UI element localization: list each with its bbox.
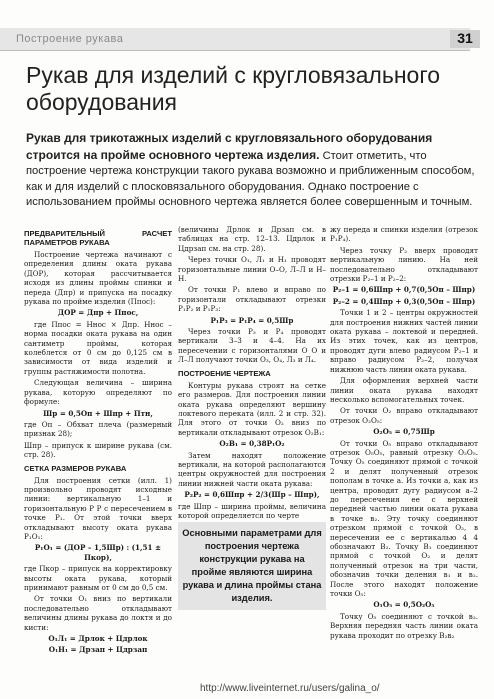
paragraph: где Ппос = Ннос × Дпр. Ннос – норма посадки оката рукава на один сантиметр проймы, которая колеблется от 0 см до 0,125 см в зависимости от вида изделий и группы растяжимости полотна.	[24, 319, 172, 376]
paragraph: Контуры рукава строят на сетке его размеров. Для построения линии оката рукава определяют вершину локтевого переката (илл. 2 и стр. 32). Для этого от точки О₂ вниз по вертикали откладывают отрезок О₂В₁:	[178, 380, 326, 437]
section-heading: ПОСТРОЕНИЕ ЧЕРТЕЖА	[178, 368, 271, 378]
formula: О₁Л₁ = Дрлок + Цдрлок	[48, 634, 148, 644]
section-heading: СЕТКА РАЗМЕРОВ РУКАВА	[24, 463, 127, 473]
formula: О₂В₁ = 0,38Р₁О₂	[219, 439, 285, 449]
page-header	[0, 0, 494, 50]
formula: ДОР = Дпр + Ппос,	[57, 308, 139, 318]
paragraph: Через точки Р₃ и Р₄ проводят вертикали 3–3 и 4–4. На их пересечении с горизонталями О О и Л–Л получают точки О₃, О₄, Л₃ и Л₄.	[178, 327, 326, 365]
running-title: Построение рукава	[16, 33, 124, 45]
paragraph: Через точку Р₂ вверх проводят вертикальную линию. На ней последовательно откладывают отрезки Р₂–1 и Р₂–2:	[330, 245, 478, 284]
formula: Шр = 0,5Оп + Шпр + Птн,	[43, 408, 153, 418]
page-number: 31	[450, 30, 480, 48]
column-3	[330, 225, 478, 642]
paragraph: жу переда и спинки изделия (отрезок Р₁Р₄).	[330, 225, 478, 244]
paragraph: Для построения сетки (илл. 1) произвольно проводят исходные линии: вертикальную 1–1 и горизонтальную Р Р с пересечением в точке Р₁. От этой точки вверх откладывают высоту оката рукава Р₁О₁:	[24, 475, 172, 541]
formula: О₁О₅ = 0,5О₂О₅	[373, 600, 435, 610]
paragraph: От точки О₂ вправо откладывают отрезок О₂О₅:	[330, 406, 478, 425]
paragraph: где Шпр – ширина проймы, величина которой определяется по черте	[178, 501, 326, 520]
paragraph: Затем находят положение вертикали, на которой располагаются центры окружностей для построения линии нижней части оката рукава:	[178, 450, 326, 488]
paragraph: Построение чертежа начинают с определения длины оката рукава (ДОР), которая рассчитывается исходя из длины проймы спинки и переда (Дпр) и припуска на посадку рукава по пройме изделия (Ппос):	[24, 250, 172, 307]
formula: Р₂Р₂ = 0,6Шпр + 2/3(Шр – Шпр),	[184, 490, 320, 500]
paragraph: От точки О₁ вниз по вертикали последовательно откладывают величины длины рукава до локтя и до кисти:	[24, 594, 172, 632]
callout-box: Основными параметрами для построения чертежа конструкции рукава на пройме являются ширина рукава и длина проймы стана изделия.	[178, 522, 326, 610]
paragraph: Шпр – припуск к ширине рукава (см. стр. 28).	[24, 440, 172, 460]
paragraph: Через точки О₁, Л₁ и Н₁ проводят горизонтальные линии О–О, Л–Л и Н–Н.	[178, 255, 326, 284]
paragraph: где Оп – Обхват плеча (размерный признак 28);	[24, 419, 172, 439]
column-1	[24, 225, 172, 657]
formula: О₁Н₁ = Дрзап + Цдрзап	[48, 645, 148, 655]
paragraph: Следующая величина – ширина рукава, которую определяют по формуле:	[24, 378, 172, 407]
paragraph: Точку О₅ соединяют с точкой в₂. Верхняя передняя часть линии оката рукава проходит по отрезку В₂в₂	[330, 611, 478, 640]
column-2	[178, 225, 326, 612]
section-heading: ПРЕДВАРИТЕЛЬНЫЙ РАСЧЕТ ПАРАМЕТРОВ РУКАВА	[24, 229, 172, 247]
paragraph: Точки 1 и 2 – центры окружностей для построения нижних частей линии оката рукава – локтевой и передней. Из этих точек, как из центров, проводят дуги влево радиусом Р₂–1 и вправо радиусом Р₂–2, получая нижнюю часть линии оката рукава.	[330, 308, 478, 374]
paragraph: где Пкор – припуск на корректировку высоты оката рукава, который принимают равным от 0 см до 0,5 см.	[24, 564, 172, 592]
formula: Р₁Р₃ = Р₁Р₄ = 0,5Шр	[210, 315, 294, 325]
paragraph: Для оформления верхней части линии оката рукава находят несколько вспомогательных точек.	[330, 376, 478, 404]
article-title: Рукав для изделий с кругловязального оборудования	[26, 62, 440, 115]
formula: Р₂–1 = 0,6Шпр + 0,7(0,5Оп – Шпр)	[332, 285, 476, 295]
formula: О₂О₅ = 0,75Шр	[373, 427, 435, 437]
watermark-url: http://www.liveinternet.ru/users/galina_o/	[200, 683, 380, 694]
paragraph: От точки О₅ вправо откладывают отрезок О₅О₅, равный отрезку О₂О₅. Точку О₅ соединяют прямой с точкой 2 и делят полученный отрезок пополам в точке а. Из точки а, как из центра, проводят дугу радиусом а–2 до пересечения ее с верхней передней частью линии оката рукава в точке в₂. Эту точку соединяют отрезком прямой с точкой О₂, в пересечении ее с вертикалью 4 4 обозначают В₂. Точку В₁ соединяют прямой с точкой О₂ и делят полученный отрезок на три части, обозначив точки деления в₁ и в₂. После этого находят положение точки О₅:	[330, 438, 478, 599]
lead-paragraph	[26, 131, 476, 211]
formula: Р₂–2 = 0,4Шпр + 0,3(0,5Оп – Шпр)	[332, 296, 476, 306]
paragraph: (величины Дрлок и Дрзап см. в таблицах на стр. 12–13. Цдрлок и Цдрзап см. на стр. 28).	[178, 225, 326, 253]
lead-bold: Рукав для трикотажных изделий с кругловязального оборудования строится на пройме основного чертежа изделия.	[26, 131, 433, 162]
paragraph: От точки Р₁ влево и вправо по горизонтали откладывают отрезки Р₁Р₂ и Р₁Р₃:	[178, 285, 326, 314]
formula: Р₁О₁ = (ДОР – 1,5Шр) : (1,51 ± Пкор),	[34, 543, 162, 562]
lead-rest: Стоит отметить, что построение чертежа конструкции такого рукава возможно и приближенным способом, как и для изделий с плосковязального оборудования. Однако построение с использованием проймы основного чертежа является более совершенным и точным.	[26, 149, 475, 208]
